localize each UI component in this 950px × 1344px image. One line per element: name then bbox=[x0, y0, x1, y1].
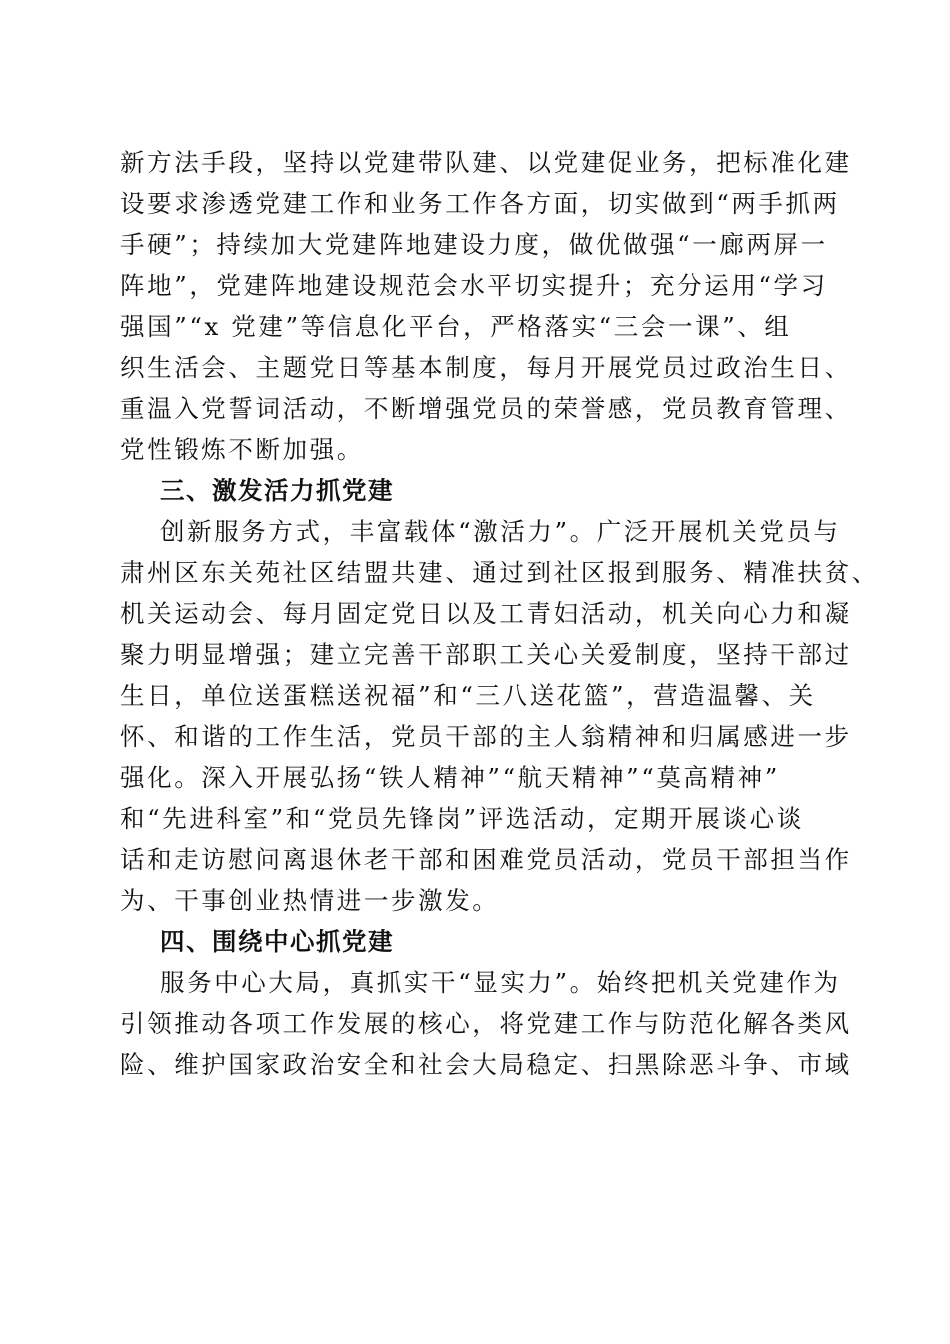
section-heading: 三、激发活力抓党建 bbox=[160, 476, 394, 505]
paragraph-first-line: 服务中心大局，真抓实干“显实力”。始终把机关党建作为 bbox=[160, 968, 841, 997]
body-text-line: 机关运动会、每月固定党日以及工青妇活动，机关向心力和凝 bbox=[120, 599, 852, 628]
body-text-line: 党性锻炼不断加强。 bbox=[120, 435, 364, 464]
body-text-line: 重温入党誓词活动，不断增强党员的荣誉感，党员教育管理、 bbox=[120, 394, 852, 423]
body-text-line: 织生活会、主题党日等基本制度，每月开展党员过政治生日、 bbox=[120, 353, 852, 382]
body-text-line: 手硬”；持续加大党建阵地建设力度，做优做强“一廊两屏一 bbox=[120, 230, 828, 259]
body-text-line: 话和走访慰问离退休老干部和困难党员活动，党员干部担当作 bbox=[120, 845, 852, 874]
body-text-line: 强化。深入开展弘扬“铁人精神”“航天精神”“莫高精神” bbox=[120, 763, 780, 792]
body-text-line: 险、维护国家政治安全和社会大局稳定、扫黑除恶斗争、市域 bbox=[120, 1050, 852, 1079]
body-text-line: 聚力明显增强；建立完善干部职工关心关爱制度，坚持干部过 bbox=[120, 640, 852, 669]
body-text-line: 引领推动各项工作发展的核心，将党建工作与防范化解各类风 bbox=[120, 1009, 852, 1038]
paragraph-first-line: 创新服务方式，丰富载体“激活力”。广泛开展机关党员与 bbox=[160, 517, 841, 546]
body-text-line: 怀、和谐的工作生活，党员干部的主人翁精神和归属感进一步 bbox=[120, 722, 852, 751]
body-text-line: 为、干事创业热情进一步激发。 bbox=[120, 886, 500, 915]
body-text-line: 肃州区东关苑社区结盟共建、通过到社区报到服务、精准扶贫、 bbox=[120, 558, 879, 587]
body-text-line: 强国”“x 党建”等信息化平台，严格落实“三会一课”、组 bbox=[120, 312, 792, 341]
body-text-line: 阵地”，党建阵地建设规范会水平切实提升；充分运用“学习 bbox=[120, 271, 828, 300]
body-text-line: 新方法手段，坚持以党建带队建、以党建促业务，把标准化建 bbox=[120, 148, 852, 177]
body-text-line: 设要求渗透党建工作和业务工作各方面，切实做到“两手抓两 bbox=[120, 189, 840, 218]
body-text-line: 和“先进科室”和“党员先锋岗”评选活动，定期开展谈心谈 bbox=[120, 804, 804, 833]
body-text-line: 生日，单位送蛋糕送祝福”和“三八送花篮”，营造温馨、关 bbox=[120, 681, 816, 710]
section-heading: 四、围绕中心抓党建 bbox=[160, 927, 394, 956]
